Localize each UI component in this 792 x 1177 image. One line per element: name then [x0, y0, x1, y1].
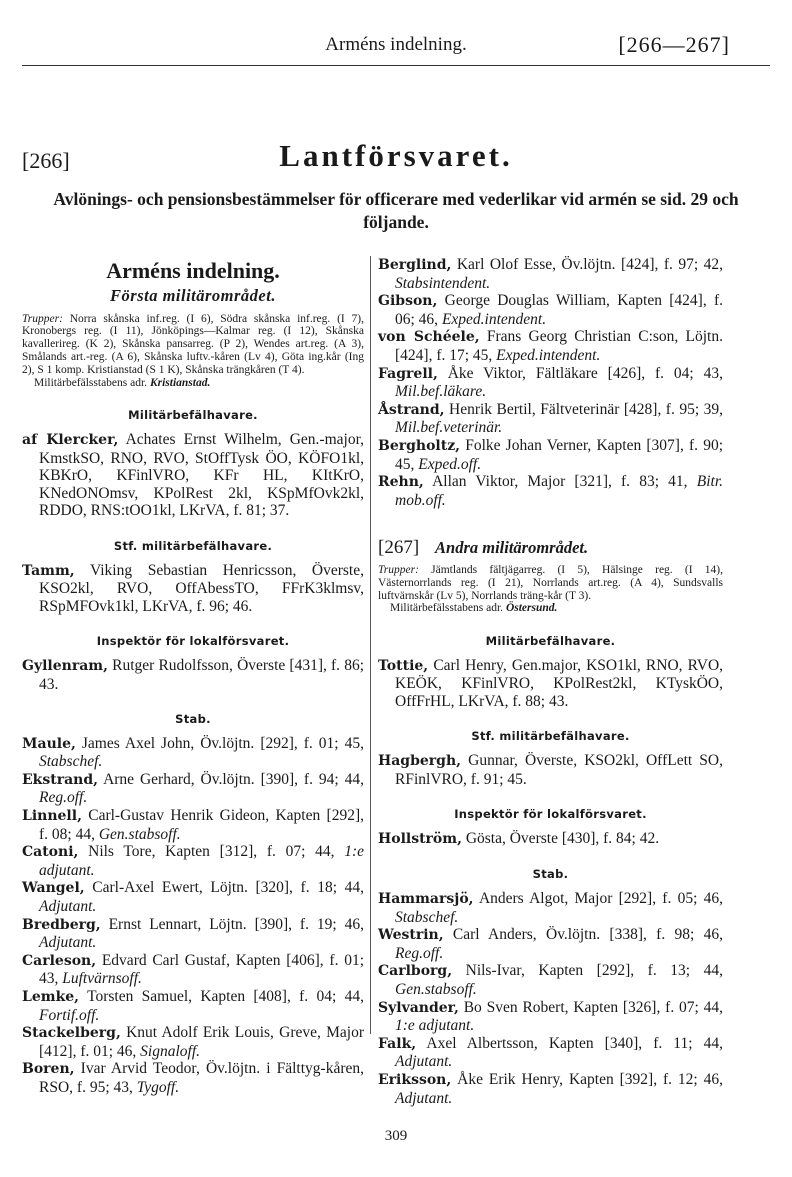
person-details: Carl-Gustav Henrik Gideon, Kapten [292], f. 08; 44, — [39, 807, 365, 843]
person-role: Adjutant. — [395, 1089, 453, 1107]
right-section-number: [267] — [378, 537, 420, 559]
person-role: Exped.intendent. — [441, 310, 547, 328]
person-details: Anders Algot, Major [292], f. 05; 46, — [478, 890, 723, 908]
left-heading: Arméns indelning. — [106, 258, 280, 283]
person-details: Nils Tore, Kapten [312], f. 07; 44, — [88, 843, 335, 861]
group-heading: Stab. — [175, 712, 211, 727]
person-details: Frans Georg Christian C:son, Löjtn. [424], f. 17; 45, — [395, 328, 723, 364]
person-details: Åke Erik Henry, Kapten [392], f. 12; 46, — [457, 1070, 723, 1088]
section-lead: Avlönings- och pensionsbestämmelser för officerare med vederlikar vid armén se sid. 29 och följande. — [53, 189, 739, 232]
person-role: Luftvärnsoff. — [62, 970, 142, 988]
person-role: Gen.stabsoff. — [395, 981, 477, 998]
personnel-entry — [22, 1024, 364, 1060]
person-name: Hammarsjö, — [378, 891, 474, 908]
person-role: Mil.bef.veterinär. — [395, 419, 503, 437]
right-subheading: Andra militärområdet. — [435, 538, 589, 558]
person-details: Folke Johan Verner, Kapten [307], f. 90; 45, — [395, 436, 723, 473]
troops-label: Trupper: — [22, 312, 63, 325]
personnel-entry — [378, 328, 723, 364]
right-column — [378, 256, 723, 1107]
left-column — [22, 254, 364, 1097]
personnel-entry — [22, 735, 364, 771]
personnel-entry — [378, 752, 723, 788]
person-details: Carl-Axel Ewert, Löjtn. [320], f. 18; 44, — [92, 879, 365, 897]
group-heading: Stf. militärbefälhavare. — [471, 729, 630, 744]
personnel-entry — [378, 926, 723, 962]
personnel-entry — [22, 916, 364, 952]
person-role: Exped.intendent. — [496, 346, 601, 364]
right-section-header — [378, 539, 723, 558]
person-name: Lemke, — [22, 989, 80, 1005]
personnel-entry — [22, 562, 364, 616]
personnel-entry — [378, 830, 723, 849]
page-range: [266—267] — [618, 32, 730, 57]
right-staff-address: Militärbefälsstabens adr. Östersund. — [390, 602, 558, 615]
header-rule — [22, 65, 770, 66]
person-details: Gunnar, Överste, KSO2kl, OffLett SO, RFinlVRO, f. 91; 45. — [395, 752, 723, 788]
personnel-entry — [22, 807, 364, 843]
person-details: Viking Sebastian Henricsson, Överste, KSO2kl, RVO, OffAbessTO, FFrK3klmsv, RSpMFOvk1kl, LKrVA, f. 96; 46. — [39, 561, 364, 615]
group-heading: Stf. militärbefälhavare. — [113, 538, 273, 553]
personnel-entry — [378, 292, 723, 328]
person-details: James Axel John, Öv.löjtn. [292], f. 01; 45, — [81, 734, 364, 752]
right-top-entries — [378, 256, 723, 509]
personnel-entry — [378, 890, 723, 926]
personnel-entry — [22, 771, 364, 807]
person-details: Ivar Arvid Teodor, Öv.löjtn. i Fälttyg-kåren, RSO, f. 95; 43, — [39, 1060, 365, 1096]
person-details: Torsten Samuel, Kapten [408], f. 04; 44, — [87, 988, 364, 1005]
person-name: Stackelberg, — [22, 1025, 121, 1042]
person-name: Tottie, — [378, 657, 429, 674]
person-name: Carleson, — [22, 952, 97, 969]
personnel-entry — [22, 431, 364, 520]
left-groups — [22, 407, 364, 1096]
person-name: Westrin, — [378, 927, 444, 944]
right-troops — [378, 564, 723, 602]
personnel-entry — [378, 365, 723, 401]
personnel-entry — [378, 473, 723, 509]
person-details: Ernst Lennart, Löjtn. [390], f. 19; 46, — [108, 915, 364, 933]
person-name: Bredberg, — [22, 916, 101, 933]
personnel-entry — [22, 988, 364, 1024]
person-role: Stabschef. — [39, 753, 103, 771]
person-role: Fortif.off. — [39, 1006, 100, 1024]
person-name: Carlborg, — [378, 963, 453, 980]
right-groups — [378, 633, 723, 1107]
left-subheading: Första militärområdet. — [110, 286, 276, 305]
personnel-entry — [378, 256, 723, 292]
personnel-entry — [378, 1035, 723, 1071]
person-role: Gen.stabsoff. — [98, 825, 181, 843]
person-details: Åke Viktor, Fältläkare [426], f. 04; 43, — [447, 364, 723, 382]
person-details: Allan Viktor, Major [321], f. 83; 41, — [432, 473, 688, 491]
group-heading: Militärbefälhavare. — [128, 408, 258, 423]
person-name: Åstrand, — [378, 401, 445, 418]
person-name: Bergholtz, — [378, 437, 461, 454]
person-details: Rutger Rudolfsson, Överste [431], f. 86; 43. — [39, 656, 365, 693]
personnel-entry — [22, 952, 364, 988]
person-role: Signaloff. — [140, 1042, 201, 1060]
personnel-entry — [378, 657, 723, 711]
person-details: George Douglas William, Kapten [424], f. 06; 46, — [395, 292, 723, 328]
person-details: Achates Ernst Wilhelm, Gen.-major, KmstkSO, RNO, RVO, StOffTysk ÖO, KÖFO1kl, KBKrO, KFinlVRO, KFr HL, KItKrO, KNedONOmsv, KPolRest 2kl, KSpMfOvk2kl, RDDO, RNS:tOO1kl, LKrVA, f. 81; 37. — [39, 430, 364, 520]
person-name: Wangel, — [22, 880, 85, 897]
column-divider — [370, 256, 371, 1034]
person-name: Sylvander, — [378, 999, 459, 1016]
person-details: Henrik Bertil, Fältveterinär [428], f. 95; 39, — [449, 400, 724, 418]
person-details: Nils-Ivar, Kapten [292], f. 13; 44, — [465, 962, 723, 980]
running-header — [22, 30, 770, 66]
person-details: Carl Henry, Gen.major, KSO1kl, RNO, RVO, KEÖK, KFinlVRO, KPolRest2kl, KTyskÖO, OffFrHL, LKrVA, f. 88; 43. — [395, 656, 724, 710]
person-details: Axel Albertsson, Kapten [340], f. 11; 44, — [426, 1034, 723, 1052]
person-name: Ekstrand, — [22, 771, 99, 788]
person-role: Exped.off. — [418, 455, 482, 473]
person-role: Reg.off. — [395, 944, 444, 962]
personnel-entry — [378, 437, 723, 473]
person-role: Adjutant. — [39, 898, 97, 916]
person-details: Bo Sven Robert, Kapten [326], f. 07; 44, — [463, 998, 724, 1016]
person-name: Linnell, — [22, 808, 82, 825]
section-number: [266] — [22, 148, 70, 173]
group-heading: Stab. — [532, 867, 569, 882]
person-role: Tygoff. — [136, 1078, 180, 1096]
personnel-entry — [22, 1060, 364, 1096]
personnel-entry — [378, 999, 723, 1035]
group-heading: Inspektör för lokalförsvaret. — [454, 807, 647, 822]
person-name: Hollström, — [378, 830, 462, 847]
person-name: Falk, — [378, 1035, 417, 1052]
page-number: 309 — [384, 1128, 408, 1144]
person-role: Reg.off. — [39, 789, 88, 807]
person-name: Gyllenram, — [22, 657, 108, 674]
person-name: Rehn, — [378, 474, 424, 491]
person-details: Karl Olof Esse, Öv.löjtn. [424], f. 97; 42, — [456, 256, 724, 273]
person-role: Stabschef. — [395, 908, 459, 926]
personnel-entry — [378, 1071, 723, 1107]
person-details: Knut Adolf Erik Louis, Greve, Major [412], f. 01; 46, — [39, 1024, 365, 1060]
person-name: Gibson, — [378, 293, 438, 310]
left-staff-address: Militärbefälsstabens adr. Kristianstad. — [34, 376, 211, 389]
person-name: Maule, — [22, 735, 76, 752]
person-name: Tamm, — [22, 562, 75, 579]
personnel-entry — [378, 401, 723, 437]
person-name: Boren, — [22, 1061, 75, 1078]
troops-text: Norra skånska inf.reg. (I 6), Södra skånska inf.reg. (I 7), Kronobergs reg. (I 11), Jönköpings—Kalmar reg. (I 12), Skånska kavallerireg. (K 2), Skånska pansarreg. (P 2), Wendes art.reg. (A 3), Smålands art.-reg. (A 6), Skånska luftv.-kåren (Lv 4), Göta ing.kår (Ing 2), S 1 komp. Kristianstad (S 1 K), Skånska trängkåren (T 4). — [22, 312, 364, 376]
personnel-entry — [22, 657, 364, 693]
person-name: Catoni, — [22, 844, 79, 861]
person-role: Bitr. mob.off. — [395, 473, 724, 509]
troops-text: Jämtlands fältjägarreg. (I 5), Hälsinge reg. (I 14), Västernorrlands reg. (I 21), Norrlands art.reg. (A 4), Sundsvalls luftvärnskår (Lv 5), Norrlands träng-kår (T 3). — [378, 563, 724, 602]
person-role: 1:e adjutant. — [39, 843, 365, 879]
person-role: Mil.bef.läkare. — [395, 383, 487, 401]
person-role: Stabsintendent. — [395, 274, 491, 292]
section-title: Lantförsvaret. — [279, 138, 513, 173]
person-role: 1:e adjutant. — [395, 1017, 475, 1035]
person-details: Carl Anders, Öv.löjtn. [338], f. 98; 46, — [452, 926, 723, 944]
person-name: Berglind, — [378, 257, 452, 273]
personnel-entry — [22, 843, 364, 879]
running-title: Arméns indelning. — [325, 34, 467, 55]
person-name: af Klercker, — [22, 431, 119, 448]
person-role: Adjutant. — [39, 934, 97, 952]
personnel-entry — [378, 962, 723, 998]
group-heading: Inspektör för lokalförsvaret. — [96, 634, 290, 649]
personnel-entry — [22, 879, 364, 915]
person-details: Edvard Carl Gustaf, Kapten [406], f. 01; 43, — [39, 951, 364, 988]
person-name: Hagbergh, — [378, 753, 462, 770]
left-troops — [22, 313, 364, 377]
person-role: Adjutant. — [395, 1053, 453, 1071]
person-name: von Schéele, — [378, 329, 480, 346]
person-name: Eriksson, — [378, 1071, 452, 1088]
person-name: Fagrell, — [378, 365, 438, 382]
person-details: Arne Gerhard, Öv.löjtn. [390], f. 94; 44, — [103, 770, 364, 788]
troops-label: Trupper: — [378, 563, 419, 576]
group-heading: Militärbefälhavare. — [485, 634, 616, 649]
person-details: Gösta, Överste [430], f. 84; 42. — [465, 829, 660, 847]
